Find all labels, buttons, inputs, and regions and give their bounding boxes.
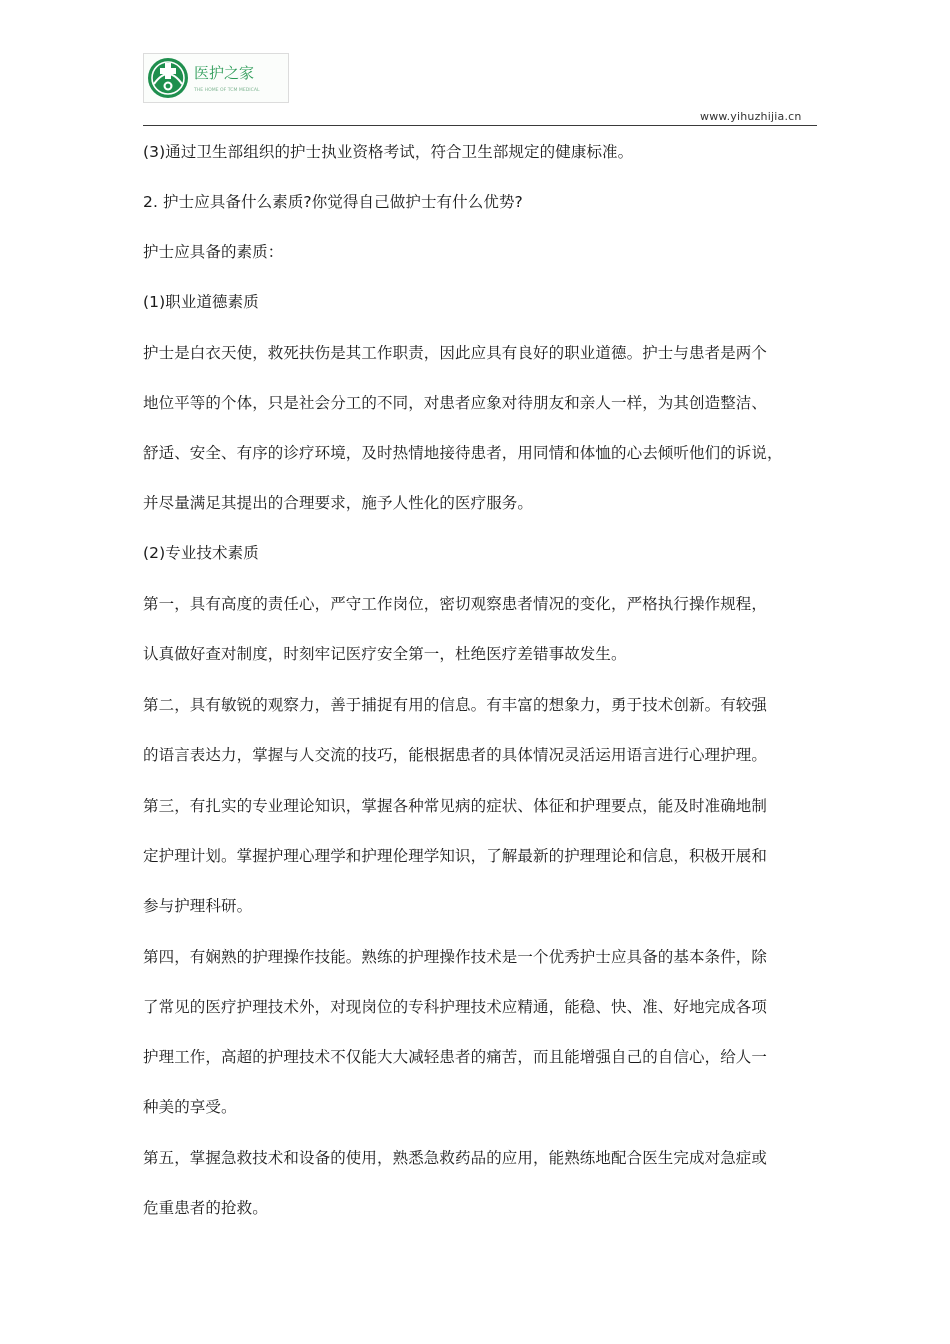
paragraph	[143, 236, 823, 269]
text-line: 危重患者的抢救。	[143, 1199, 268, 1217]
text-line: 认真做好查对制度，时刻牢记医疗安全第一，杜绝医疗差错事故发生。	[143, 645, 627, 663]
text-line: 第二，具有敏锐的观察力，善于捕捉有用的信息。有丰富的想象力，勇于技术创新。有较强	[143, 696, 768, 714]
text-line: 护士应具备的素质：	[143, 243, 284, 261]
text-line: 护士是白衣天使，救死扶伤是其工作职责，因此应具有良好的职业道德。护士与患者是两个	[143, 344, 768, 362]
text-line: (1)职业道德素质	[143, 293, 259, 311]
header-divider	[143, 125, 817, 126]
text-line: (2)专业技术素质	[143, 544, 259, 562]
site-url[interactable]: www.yihuzhijia.cn	[700, 110, 802, 123]
text-line: 的语言表达力，掌握与人交流的技巧，能根据患者的具体情况灵活运用语言进行心理护理。	[143, 746, 768, 764]
paragraph	[143, 1133, 823, 1233]
paragraph	[143, 932, 823, 1132]
paragraph	[143, 136, 823, 169]
text-line: 第四，有娴熟的护理操作技能。熟练的护理操作技术是一个优秀护士应具备的基本条件，除	[143, 948, 768, 966]
text-line: (3)通过卫生部组织的护士执业资格考试，符合卫生部规定的健康标准。	[143, 143, 634, 161]
text-line: 第三，有扎实的专业理论知识，掌握各种常见病的症状、体征和护理要点，能及时准确地制	[143, 797, 768, 815]
medical-cross-emblem-icon	[144, 54, 288, 102]
text-line: 舒适、安全、有序的诊疗环境，及时热情地接待患者，用同情和体恤的心去倾听他们的诉说，	[143, 444, 783, 462]
text-line: 第五，掌握急救技术和设备的使用，熟悉急救药品的应用，能熟练地配合医生完成对急症或	[143, 1149, 768, 1167]
paragraph	[143, 781, 823, 931]
paragraph	[143, 328, 823, 528]
text-line: 定护理计划。掌握护理心理学和护理伦理学知识，了解最新的护理理论和信息，积极开展和	[143, 847, 768, 865]
text-line: 参与护理科研。	[143, 897, 253, 915]
text-line: 地位平等的个体，只是社会分工的不同，对患者应象对待朋友和亲人一样，为其创造整洁、	[143, 394, 768, 412]
paragraph	[143, 579, 823, 679]
paragraph	[143, 537, 823, 570]
document-body	[143, 136, 823, 1242]
svg-text:THE HOME OF TCM MEDICAL: THE HOME OF TCM MEDICAL	[194, 88, 260, 93]
text-line: 护理工作，高超的护理技术不仅能大大减轻患者的痛苦，而且能增强自己的自信心，给人一	[143, 1048, 768, 1066]
text-line: 并尽量满足其提出的合理要求，施予人性化的医疗服务。	[143, 494, 534, 512]
paragraph	[143, 680, 823, 780]
svg-text:医护之家: 医护之家	[194, 64, 255, 82]
paragraph	[143, 186, 823, 219]
text-line: 2. 护士应具备什么素质?你觉得自己做护士有什么优势?	[143, 193, 523, 211]
site-logo	[143, 53, 289, 103]
paragraph	[143, 286, 823, 319]
text-line: 了常见的医疗护理技术外，对现岗位的专科护理技术应精通，能稳、快、准、好地完成各项	[143, 998, 768, 1016]
text-line: 种美的享受。	[143, 1098, 237, 1116]
text-line: 第一，具有高度的责任心，严守工作岗位，密切观察患者情况的变化，严格执行操作规程，	[143, 595, 768, 613]
